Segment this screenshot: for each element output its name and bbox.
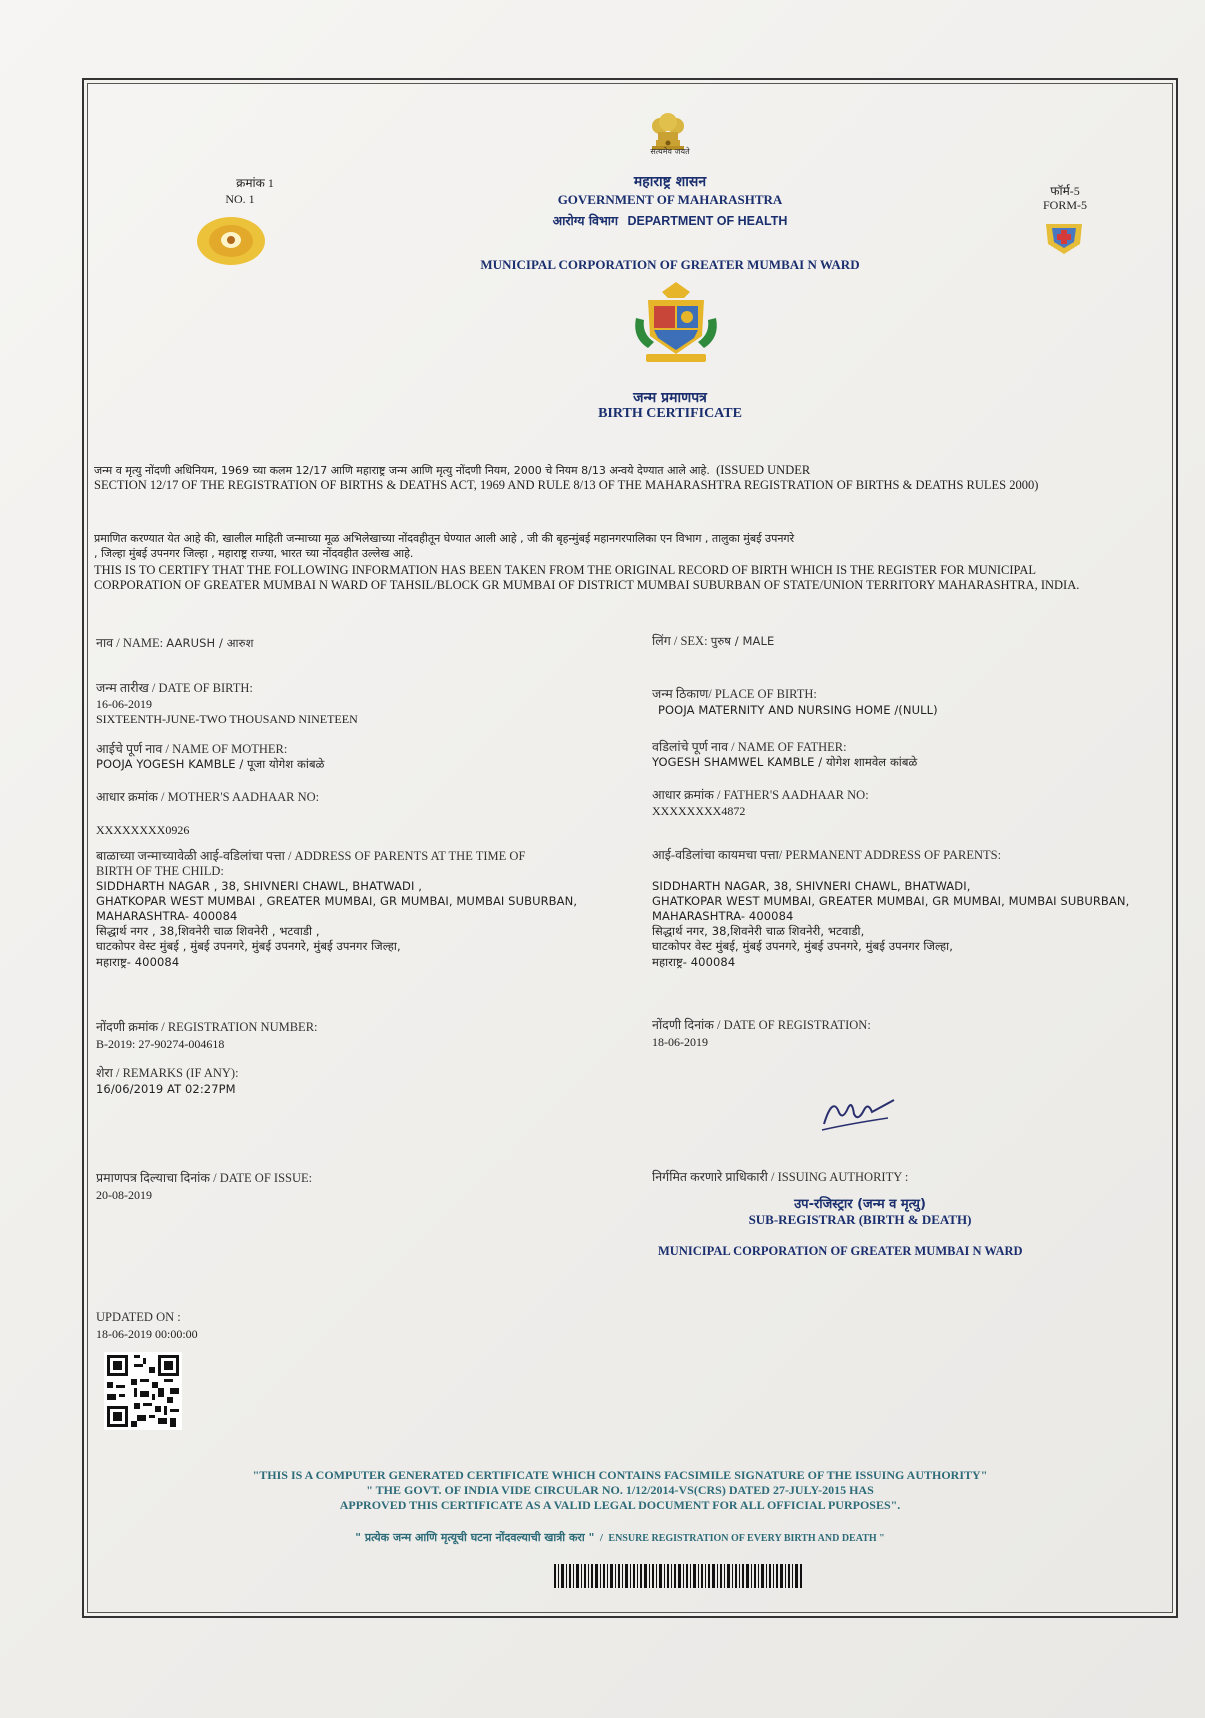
father-aadhaar-label: आधार क्रमांक / FATHER'S AADHAAR NO:: [652, 788, 869, 802]
permanent-address-line-1: SIDDHARTH NAGAR, 38, SHIVNERI CHAWL, BHATWADI,: [652, 879, 971, 893]
address-at-birth-line-3: MAHARASHTRA- 400084: [96, 909, 238, 923]
issued-under-line-1: [94, 463, 1164, 478]
qr-code-icon: [104, 1352, 182, 1430]
signature-icon: [818, 1088, 898, 1136]
sex-value: पुरुष / MALE: [710, 634, 775, 648]
mother-name-label: आईचे पूर्ण नाव / NAME OF MOTHER:: [96, 742, 288, 756]
father-name-value: YOGESH SHAMWEL KAMBLE / योगेश शामवेल कांबळे: [652, 755, 918, 769]
address-at-birth-line-2: GHATKOPAR WEST MUMBAI , GREATER MUMBAI, GR MUMBAI, MUMBAI SUBURBAN,: [96, 894, 578, 908]
footer-line-1: "THIS IS A COMPUTER GENERATED CERTIFICATE WHICH CONTAINS FACSIMILE SIGNATURE OF THE ISSUING AUTHORITY": [252, 1468, 988, 1482]
issuing-authority-english: SUB-REGISTRAR (BIRTH & DEATH): [748, 1212, 972, 1227]
registration-number-value: B-2019: 27-90274-004618: [96, 1037, 225, 1051]
maharashtra-seal-icon: [196, 216, 266, 266]
certify-marathi-line-1: प्रमाणित करण्यात येत आहे की, खालील माहिती जन्माच्या मूळ अभिलेखाच्या नोंदवहीतून घेण्यात आली आहे , जी की बृहन्मुंबई महानगरपालिका एन विभाग , तालुका मुंबई उपनगरे: [94, 532, 795, 545]
footer-slogan-separator: /: [599, 1532, 603, 1544]
bmc-crest-icon: [628, 278, 724, 370]
certify-english-line-1: THIS IS TO CERTIFY THAT THE FOLLOWING INFORMATION HAS BEEN TAKEN FROM THE ORIGINAL RECORD OF BIRTH WHICH IS THE REGISTER FOR MUNICIPAL: [94, 563, 1036, 577]
mother-aadhaar-label: आधार क्रमांक / MOTHER'S AADHAAR NO:: [96, 790, 320, 804]
date-of-issue-value: 20-08-2019: [96, 1188, 152, 1202]
permanent-address-line-3: MAHARASHTRA- 400084: [652, 909, 794, 923]
father-aadhaar-value: XXXXXXXX4872: [652, 804, 746, 818]
issued-under-marathi: जन्म व मृत्यु नोंदणी अधिनियम, 1969 च्या कलम 12/17 आणि महाराष्ट्र जन्म आणि मृत्यु नोंदणी नियम, 2000 चे नियम 8/13 अन्वये देण्यात आले आहे.: [94, 464, 710, 477]
place-of-birth-value: POOJA MATERNITY AND NURSING HOME /(NULL): [658, 703, 938, 717]
address-at-birth-line-4: सिद्धार्थ नगर , 38,शिवनेरी चाळ शिवनेरी , भटवाडी ,: [96, 924, 320, 938]
footer-slogan-english: ENSURE REGISTRATION OF EVERY BIRTH AND DEATH ": [608, 1533, 885, 1544]
dob-words: SIXTEENTH-JUNE-TWO THOUSAND NINETEEN: [96, 712, 358, 726]
footer-slogan: [150, 1530, 1090, 1545]
name-row: [96, 636, 254, 651]
address-at-birth-label-2: BIRTH OF THE CHILD:: [96, 864, 224, 878]
address-at-birth-label-1: बाळाच्या जन्माच्यावेळी आई-वडिलांचा पत्ता / ADDRESS OF PARENTS AT THE TIME OF: [96, 849, 526, 863]
sex-label: लिंग / SEX:: [652, 634, 708, 648]
father-name-label: वडिलांचे पूर्ण नाव / NAME OF FATHER:: [652, 740, 847, 754]
sex-row: [652, 634, 774, 649]
issuing-authority-org: MUNICIPAL CORPORATION OF GREATER MUMBAI N WARD: [658, 1244, 1023, 1258]
date-of-issue-label: प्रमाणपत्र दिल्याचा दिनांक / DATE OF ISSUE:: [96, 1171, 313, 1185]
barcode-icon: [554, 1564, 804, 1588]
address-at-birth-line-6: महाराष्ट्र- 400084: [96, 955, 180, 969]
govt-heading-marathi: महाराष्ट्र शासन: [633, 174, 707, 190]
municipal-heading: MUNICIPAL CORPORATION OF GREATER MUMBAI N WARD: [480, 257, 860, 272]
permanent-address-line-2: GHATKOPAR WEST MUMBAI, GREATER MUMBAI, GR MUMBAI, MUMBAI SUBURBAN,: [652, 894, 1130, 908]
form-number-english: FORM-5: [1042, 198, 1087, 212]
footer-line-2: " THE GOVT. OF INDIA VIDE CIRCULAR NO. 1/12/2014-VS(CRS) DATED 27-JULY-2015 HAS: [366, 1483, 874, 1497]
emblem-caption: सत्यमेव जयते: [650, 147, 690, 156]
registration-date-value: 18-06-2019: [652, 1035, 708, 1049]
certify-marathi-line-2: , जिल्हा मुंबई उपनगर जिल्हा , महाराष्ट्र राज्या, भारत च्या नोंदवहीत उल्लेख आहे.: [94, 547, 414, 560]
dept-heading-english: DEPARTMENT OF HEALTH: [627, 214, 788, 228]
mother-name-value: POOJA YOGESH KAMBLE / पूजा योगेश कांबळे: [96, 757, 325, 771]
form-number-marathi: फॉर्म-5: [1050, 184, 1080, 198]
place-of-birth-label: जन्म ठिकाण/ PLACE OF BIRTH:: [652, 687, 817, 701]
mother-aadhaar-value: XXXXXXXX0926: [96, 823, 190, 837]
updated-on-value: 18-06-2019 00:00:00: [96, 1327, 198, 1341]
address-at-birth-line-1: SIDDHARTH NAGAR , 38, SHIVNERI CHAWL, BHATWADI ,: [96, 879, 422, 893]
permanent-address-label: आई-वडिलांचा कायमचा पत्ता/ PERMANENT ADDRESS OF PARENTS:: [652, 848, 1002, 862]
footer-slogan-marathi: " प्रत्येक जन्म आणि मृत्यूची घटना नोंदवल्याची खात्री करा ": [355, 1531, 595, 1544]
issued-under-english-start: (ISSUED UNDER: [716, 463, 811, 477]
footer-line-3: APPROVED THIS CERTIFICATE AS A VALID LEGAL DOCUMENT FOR ALL OFFICIAL PURPOSES".: [339, 1498, 901, 1512]
dob-value: 16-06-2019: [96, 697, 152, 711]
permanent-address-line-6: महाराष्ट्र- 400084: [652, 955, 736, 969]
health-dept-logo-icon: [1040, 216, 1088, 256]
dob-label: जन्म तारीख / DATE OF BIRTH:: [96, 681, 253, 695]
updated-on-label: UPDATED ON :: [96, 1310, 181, 1324]
certify-english-line-2: CORPORATION OF GREATER MUMBAI N WARD OF TAHSIL/BLOCK GR MUMBAI OF DISTRICT MUMBAI SUBURBAN OF STATE/UNION TERRITORY MAHARASHTRA, INDIA.: [94, 578, 1080, 592]
govt-heading-english: GOVERNMENT OF MAHARASHTRA: [557, 192, 783, 207]
dept-heading-marathi: आरोग्य विभाग: [552, 213, 619, 228]
issuing-authority-marathi: उप-रजिस्ट्रार (जन्म व मृत्यु): [794, 1197, 926, 1212]
issuing-authority-label: निर्गमित करणारे प्राधिकारी / ISSUING AUTHORITY :: [652, 1170, 909, 1184]
remarks-value: 16/06/2019 AT 02:27PM: [96, 1082, 236, 1096]
title-english: BIRTH CERTIFICATE: [598, 406, 742, 421]
registration-date-label: नोंदणी दिनांक / DATE OF REGISTRATION:: [652, 1018, 871, 1032]
serial-number-english: NO. 1: [225, 192, 255, 206]
issued-under-line-2: SECTION 12/17 OF THE REGISTRATION OF BIRTHS & DEATHS ACT, 1969 AND RULE 8/13 OF THE MAHARASHTRA REGISTRATION OF BIRTHS & DEATHS RULES 2000): [94, 478, 1039, 492]
permanent-address-line-4: सिद्धार्थ नगर, 38,शिवनेरी चाळ शिवनेरी, भटवाडी,: [652, 924, 865, 938]
remarks-label: शेरा / REMARKS (IF ANY):: [96, 1066, 239, 1080]
name-value: AARUSH / आरुश: [166, 636, 254, 650]
address-at-birth-line-5: घाटकोपर वेस्ट मुंबई , मुंबई उपनगरे, मुंबई उपनगरे, मुंबई उपनगर जिल्हा,: [96, 939, 401, 953]
serial-number-marathi: क्रमांक 1: [236, 176, 274, 190]
name-label: नाव / NAME:: [96, 636, 164, 650]
title-marathi: जन्म प्रमाणपत्र: [633, 390, 707, 406]
dept-heading: [480, 212, 860, 229]
registration-number-label: नोंदणी क्रमांक / REGISTRATION NUMBER:: [96, 1020, 318, 1034]
permanent-address-line-5: घाटकोपर वेस्ट मुंबई, मुंबई उपनगरे, मुंबई उपनगरे, मुंबई उपनगर जिल्हा,: [652, 939, 953, 953]
